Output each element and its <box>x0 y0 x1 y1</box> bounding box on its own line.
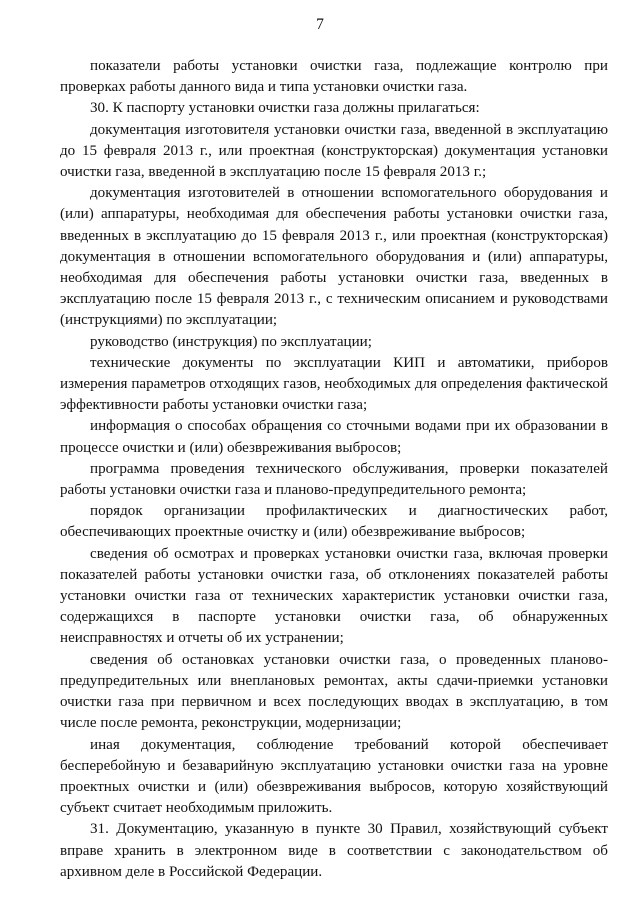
paragraph-12: иная документация, соблюдение требований которой обеспечивает бесперебойную и безаварийную эксплуатацию установки очистки газа на уровне проектных очистки и (или) обезвреживания выбросов, которую хозяйствующий субъект считает необходимым приложить. <box>60 736 608 817</box>
paragraph-6: технические документы по эксплуатации КИП и автоматики, приборов измерения параметров отходящих газов, необходимых для определения фактической эффективности работы установки очистки газа; <box>60 354 608 414</box>
paragraph-5: руководство (инструкция) по эксплуатации; <box>90 333 372 350</box>
paragraph-1: показатели работы установки очистки газа, подлежащие контролю при проверках работы данного вида и типа установки очистки газа. <box>60 58 608 96</box>
page-number: 7 <box>316 16 324 33</box>
paragraph-3: документация изготовителя установки очистки газа, введенной в эксплуатацию до 15 февраля 2013 г., или проектная (конструкторская) документация установки очистки газа, введенной в эксплуатацию после 15 февраля 2013 г.; <box>60 121 608 181</box>
paragraph-2: 30. К паспорту установки очистки газа должны прилагаться: <box>90 100 480 117</box>
paragraph-8: программа проведения технического обслуживания, проверки показателей работы установки очистки газа и планово-предупредительного ремонта; <box>60 460 608 499</box>
paragraph-9: порядок организации профилактических и диагностических работ, обеспечивающих проектные очистку и (или) обезвреживание выбросов; <box>60 503 608 541</box>
paragraph-7: информация о способах обращения со сточными водами при их образовании в процессе очистки и (или) обезвреживания выбросов; <box>60 418 608 456</box>
paragraph-4: документация изготовителей в отношении вспомогательного оборудования и (или) аппаратуры, необходимая для обеспечения работы установки очистки газа, введенных в эксплуатацию до 15 февраля 2013 г., или проектная (конструкторская) документация в отношении вспомогательного оборудования и (или) аппаратуры, необходимая для обеспечения работы установки очистки газа, введенных в эксплуатацию после 15 февраля 2013 г., с техническим описанием и руководствами (инструкциями) по эксплуатации; <box>60 185 608 329</box>
document-body <box>60 56 608 883</box>
paragraph-13: 31. Документацию, указанную в пункте 30 Правил, хозяйствующий субъект вправе хранить в электронном виде в соответствии с законодательством об архивном деле в Российской Федерации. <box>60 821 608 880</box>
paragraph-11: сведения об остановках установки очистки газа, о проведенных планово-предупредительных или внеплановых ремонтах, акты сдачи-приемки установки очистки газа при первичном и всех последующих вводах в эксплуатацию, в том числе после ремонта, реконструкции, модернизации; <box>60 651 608 732</box>
paragraph-10: сведения об осмотрах и проверках установки очистки газа, включая проверки показателей работы установки очистки газа, об отклонениях показателей работы установки очистки газа от технических характеристик установки очистки газа, содержащихся в паспорте установки очистки газа, об обнаруженных неисправностях и отчеты об их устранении; <box>60 545 608 647</box>
